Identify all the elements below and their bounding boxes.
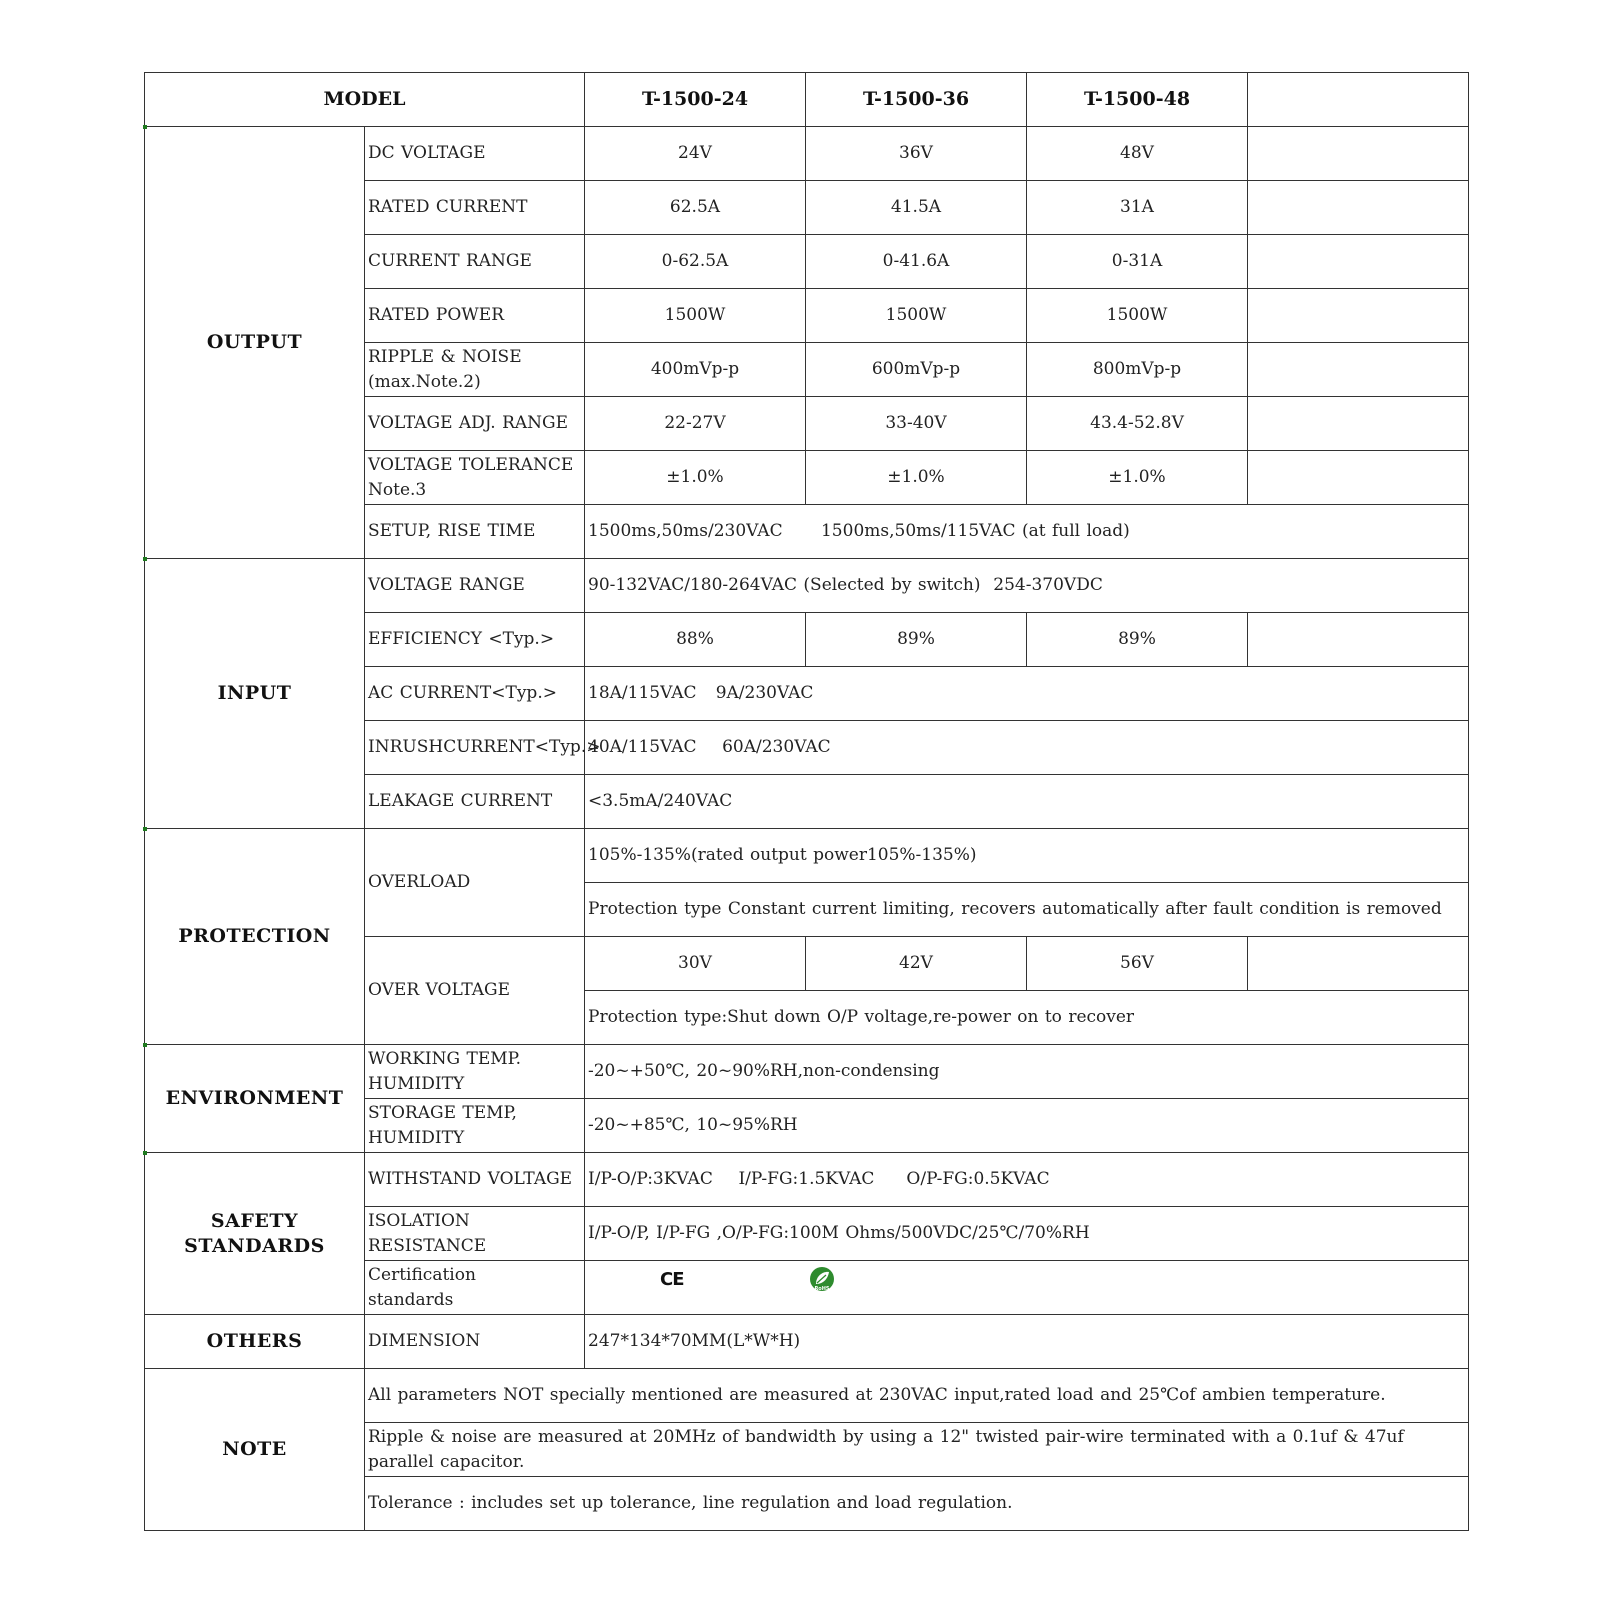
param-value: 36V — [806, 127, 1027, 181]
note-line: Tolerance : includes set up tolerance, line regulation and load regulation. — [365, 1477, 1469, 1531]
param-value-empty — [1248, 235, 1469, 289]
param-value: 0-31A — [1027, 235, 1248, 289]
param-value-wide: I/P-O/P, I/P-FG ,O/P-FG:100M Ohms/500VDC/25℃/70%RH — [585, 1207, 1469, 1261]
param-label — [365, 451, 585, 505]
param-label: SETUP, RISE TIME — [365, 505, 585, 559]
param-value: 88% — [585, 613, 806, 667]
param-label: VOLTAGE RANGE — [365, 559, 585, 613]
param-label — [365, 1261, 585, 1315]
rohs-label: RoHS — [814, 1286, 830, 1292]
param-value-wide: 105%-135%(rated output power105%-135%) — [585, 829, 1469, 883]
category-input: INPUT — [145, 559, 365, 829]
param-value: 89% — [806, 613, 1027, 667]
param-value: 800mVp-p — [1027, 343, 1248, 397]
param-value-wide: 40A/115VAC 60A/230VAC — [585, 721, 1469, 775]
param-label: AC CURRENT<Typ.> — [365, 667, 585, 721]
param-label-line: Note.3 — [368, 479, 427, 500]
param-label: INRUSHCURRENT<Typ.> — [365, 721, 585, 775]
param-value-empty — [1248, 343, 1469, 397]
category-environment: ENVIRONMENT — [145, 1045, 365, 1153]
param-value-empty — [1248, 397, 1469, 451]
param-label: LEAKAGE CURRENT — [365, 775, 585, 829]
param-value: ±1.0% — [1027, 451, 1248, 505]
protection-overload-row-1 — [145, 829, 1469, 883]
model-name: T-1500-24 — [585, 73, 806, 127]
param-label-line: HUMIDITY — [368, 1073, 465, 1094]
param-label — [365, 1099, 585, 1153]
param-label-line: VOLTAGE TOLERANCE — [368, 454, 574, 475]
category-note: NOTE — [145, 1369, 365, 1531]
param-value-empty — [1248, 451, 1469, 505]
param-value: 33-40V — [806, 397, 1027, 451]
param-label: VOLTAGE ADJ. RANGE — [365, 397, 585, 451]
param-value-wide: 247*134*70MM(L*W*H) — [585, 1315, 1469, 1369]
param-value: 62.5A — [585, 181, 806, 235]
note-line: All parameters NOT specially mentioned are measured at 230VAC input,rated load and 25℃of ambien temperature. — [365, 1369, 1469, 1423]
param-label — [365, 1045, 585, 1099]
others-dimension-row — [145, 1315, 1469, 1369]
param-value: 89% — [1027, 613, 1248, 667]
model-name-empty — [1248, 73, 1469, 127]
param-value-wide: 90-132VAC/180-264VAC (Selected by switch) 254-370VDC — [585, 559, 1469, 613]
param-value: ±1.0% — [806, 451, 1027, 505]
param-label: OVERLOAD — [365, 829, 585, 937]
param-value: ±1.0% — [585, 451, 806, 505]
param-value-wide: 1500ms,50ms/230VAC 1500ms,50ms/115VAC (at full load) — [585, 505, 1469, 559]
category-others: OTHERS — [145, 1315, 365, 1369]
environment-working-row — [145, 1045, 1469, 1099]
output-dc-voltage-row — [145, 127, 1469, 181]
safety-withstand-row — [145, 1153, 1469, 1207]
param-label: EFFICIENCY <Typ.> — [365, 613, 585, 667]
model-label: MODEL — [145, 73, 585, 127]
param-value-wide: Protection type:Shut down O/P voltage,re-power on to recover — [585, 991, 1469, 1045]
param-value-wide: -20~+85℃, 10~95%RH — [585, 1099, 1469, 1153]
param-value-wide: I/P-O/P:3KVAC I/P-FG:1.5KVAC O/P-FG:0.5KVAC — [585, 1153, 1469, 1207]
param-value-empty — [1248, 127, 1469, 181]
category-output: OUTPUT — [145, 127, 365, 559]
param-value: 0-62.5A — [585, 235, 806, 289]
param-label-line: STORAGE TEMP, — [368, 1102, 517, 1123]
note-row-1 — [145, 1369, 1469, 1423]
param-label: RATED POWER — [365, 289, 585, 343]
param-label: RATED CURRENT — [365, 181, 585, 235]
param-label-line: Certification — [368, 1264, 476, 1285]
param-label-line: standards — [368, 1289, 454, 1310]
param-value: 42V — [806, 937, 1027, 991]
param-value: 41.5A — [806, 181, 1027, 235]
param-value-wide: -20~+50℃, 20~90%RH,non-condensing — [585, 1045, 1469, 1099]
param-value: 0-41.6A — [806, 235, 1027, 289]
param-value-wide: 18A/115VAC 9A/230VAC — [585, 667, 1469, 721]
param-value: 43.4-52.8V — [1027, 397, 1248, 451]
param-value-wide: <3.5mA/240VAC — [585, 775, 1469, 829]
param-value-empty — [1248, 289, 1469, 343]
param-value: 30V — [585, 937, 806, 991]
spec-table — [144, 72, 1469, 1531]
param-value-empty — [1248, 613, 1469, 667]
param-value-wide: Protection type Constant current limiting, recovers automatically after fault condition is removed — [585, 883, 1469, 937]
param-value: 400mVp-p — [585, 343, 806, 397]
input-voltage-range-row — [145, 559, 1469, 613]
rohs-leaf-icon — [808, 1265, 836, 1293]
param-label-line: RIPPLE & NOISE — [368, 346, 522, 367]
certification-logo-area — [588, 1261, 1465, 1314]
note-line: Ripple & noise are measured at 20MHz of bandwidth by using a 12" twisted pair-wire terminated with a 0.1uf & 47uf parallel capacitor. — [365, 1423, 1469, 1477]
param-value: 1500W — [585, 289, 806, 343]
model-row — [145, 73, 1469, 127]
param-label: OVER VOLTAGE — [365, 937, 585, 1045]
param-value: 600mVp-p — [806, 343, 1027, 397]
param-label: DIMENSION — [365, 1315, 585, 1369]
param-label: ISOLATION RESISTANCE — [365, 1207, 585, 1261]
certification-logos — [585, 1261, 1469, 1315]
category-safety: SAFETY STANDARDS — [145, 1153, 365, 1315]
param-label: WITHSTAND VOLTAGE — [365, 1153, 585, 1207]
param-label-line: HUMIDITY — [368, 1127, 465, 1148]
category-protection: PROTECTION — [145, 829, 365, 1045]
param-value: 1500W — [806, 289, 1027, 343]
param-value: 48V — [1027, 127, 1248, 181]
model-name: T-1500-48 — [1027, 73, 1248, 127]
param-value: 56V — [1027, 937, 1248, 991]
param-value: 22-27V — [585, 397, 806, 451]
param-value: 31A — [1027, 181, 1248, 235]
param-value: 24V — [585, 127, 806, 181]
model-name: T-1500-36 — [806, 73, 1027, 127]
param-label: CURRENT RANGE — [365, 235, 585, 289]
param-value-empty — [1248, 937, 1469, 991]
param-value: 1500W — [1027, 289, 1248, 343]
param-label-line: WORKING TEMP. — [368, 1048, 522, 1069]
ce-mark-icon: CE — [660, 1269, 684, 1290]
param-label: DC VOLTAGE — [365, 127, 585, 181]
param-value-empty — [1248, 181, 1469, 235]
param-label-line: (max.Note.2) — [368, 371, 481, 392]
param-label — [365, 343, 585, 397]
